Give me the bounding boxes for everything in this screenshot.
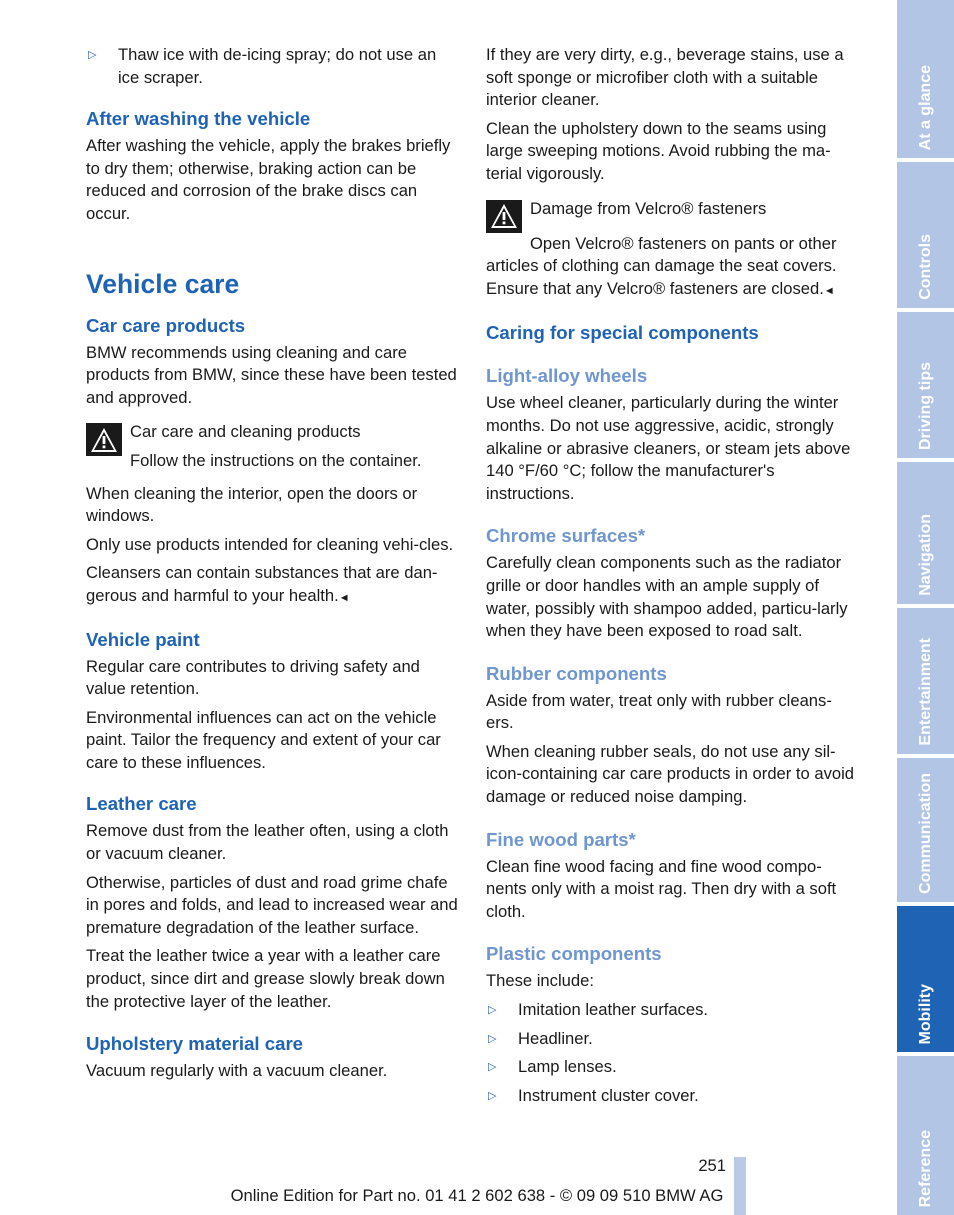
- paragraph: When cleaning rubber seals, do not use any sil‐icon-containing car care products in order to avoid damage or reduced noise damping.: [486, 741, 855, 807]
- rubber-heading: Rubber components: [486, 662, 667, 684]
- bullet-item: ▷ Instrument cluster cover.: [486, 1085, 858, 1108]
- sidebar-tab-controls[interactable]: Controls: [897, 162, 954, 308]
- left-column: [86, 44, 458, 1089]
- paragraph: Only use products intended for cleaning vehi‐cles.: [86, 534, 454, 554]
- car-care-text: BMW recommends using cleaning and care products from BMW, since these have been tested and approved.: [86, 342, 457, 407]
- footer: Online Edition for Part no. 01 41 2 602 638 - © 09 09 510 BMW AG: [230, 1186, 724, 1205]
- end-mark: ◄: [823, 284, 835, 297]
- car-care-heading: Car care products: [86, 314, 246, 336]
- after-washing-text: After washing the vehicle, apply the brakes briefly to dry them; otherwise, braking action can be reduced and corrosion of the brake discs can occur.: [86, 136, 451, 223]
- upholstery-heading: Upholstery material care: [86, 1033, 304, 1055]
- end-mark: ◄: [338, 591, 350, 604]
- paragraph: Environmental influences can act on the vehicle paint. Tailor the frequency and extent of your car care to these influences.: [86, 707, 441, 772]
- special-components-heading: Caring for special components: [486, 322, 759, 344]
- paragraph: Aside from water, treat only with rubber cleans‐ers.: [486, 690, 832, 733]
- sidebar-tab-navigation[interactable]: Navigation: [897, 462, 954, 604]
- bullet-item: ▷ Lamp lenses.: [486, 1056, 858, 1079]
- bullet-item: ▷ Thaw ice with de-icing spray; do not use an ice scraper.: [88, 45, 437, 87]
- page-number: 251: [698, 1156, 726, 1175]
- sidebar-tab-at-a-glance[interactable]: At a glance: [897, 0, 954, 158]
- paragraph: Otherwise, particles of dust and road grime chafe in pores and folds, and lead to increased wear and premature degradation of the leather surface.: [86, 872, 458, 937]
- warning-triangle-icon: [486, 200, 522, 233]
- warning-text: Follow the instructions on the container.: [130, 450, 422, 470]
- sidebar-tab-entertainment[interactable]: Entertainment: [897, 608, 954, 754]
- vehicle-paint-heading: Vehicle paint: [86, 628, 200, 650]
- right-column: [486, 44, 858, 1113]
- paragraph: Regular care contributes to driving safety and value retention.: [86, 656, 420, 699]
- sidebar-tab-mobility[interactable]: Mobility: [897, 906, 954, 1052]
- paragraph: When cleaning the interior, open the doors or windows.: [86, 483, 418, 526]
- paragraph: Remove dust from the leather often, using a cloth or vacuum cleaner.: [86, 821, 449, 864]
- bullet-item: ▷ Headliner.: [486, 1028, 858, 1051]
- sidebar-tab-communication[interactable]: Communication: [897, 758, 954, 902]
- warning-triangle-icon: [86, 423, 122, 456]
- bullet-item: ▷ Imitation leather surfaces.: [486, 999, 858, 1022]
- page-title: Vehicle care: [86, 268, 240, 299]
- sidebar-tab-reference[interactable]: Reference: [897, 1056, 954, 1215]
- chrome-heading: Chrome surfaces*: [486, 525, 646, 547]
- paragraph: These include:: [486, 971, 594, 991]
- paragraph: Clean fine wood facing and fine wood compo‐nents only with a moist rag. Then dry with a soft cloth.: [486, 856, 837, 921]
- triangle-right-icon: ▷: [488, 1032, 497, 1045]
- triangle-right-icon: ▷: [488, 1089, 497, 1102]
- sidebar-tab-driving-tips[interactable]: Driving tips: [897, 312, 954, 458]
- triangle-right-icon: ▷: [488, 1004, 497, 1017]
- alloy-wheels-heading: Light-alloy wheels: [486, 365, 648, 387]
- paragraph: Carefully clean components such as the radiator grille or door handles with an ample supply of water, possibly with shampoo added, particu‐larly when they have been exposed to road salt.: [486, 553, 848, 641]
- triangle-right-icon: ▷: [88, 49, 97, 61]
- warning-box: [86, 421, 458, 478]
- warning-title: Car care and cleaning products: [130, 422, 361, 442]
- paragraph: Vacuum regularly with a vacuum cleaner.: [86, 1061, 388, 1081]
- plastic-heading: Plastic components: [486, 943, 662, 965]
- warning-title: Damage from Velcro® fasteners: [530, 198, 767, 218]
- paragraph: Clean the upholstery down to the seams using large sweeping motions. Avoid rubbing the ma‐terial vigorously.: [486, 118, 831, 183]
- paragraph: Use wheel cleaner, particularly during the winter months. Do not use aggressive, acidic, strongly alkaline or abrasive cleaners, or steam jets above 140 °F/60 °C; follow the manufacturer's instructions.: [486, 393, 851, 503]
- paragraph: Treat the leather twice a year with a leather care product, since dirt and grease slowly break down the protective layer of the leather.: [86, 946, 445, 1011]
- paragraph: If they are very dirty, e.g., beverage stains, use a soft sponge or microfiber cloth with a suitable interior cleaner.: [486, 45, 844, 110]
- warning-text: Open Velcro® fasteners on pants or other articles of clothing can damage the seat covers. Ensure that any Velcro® fasteners are closed.◄: [486, 233, 837, 298]
- after-washing-heading: After washing the vehicle: [86, 108, 311, 130]
- triangle-right-icon: ▷: [488, 1061, 497, 1074]
- warning-box: [486, 198, 858, 233]
- wood-heading: Fine wood parts*: [486, 828, 636, 850]
- leather-care-heading: Leather care: [86, 793, 197, 815]
- paragraph: Cleansers can contain substances that are dan‐gerous and harmful to your health.◄: [86, 563, 438, 605]
